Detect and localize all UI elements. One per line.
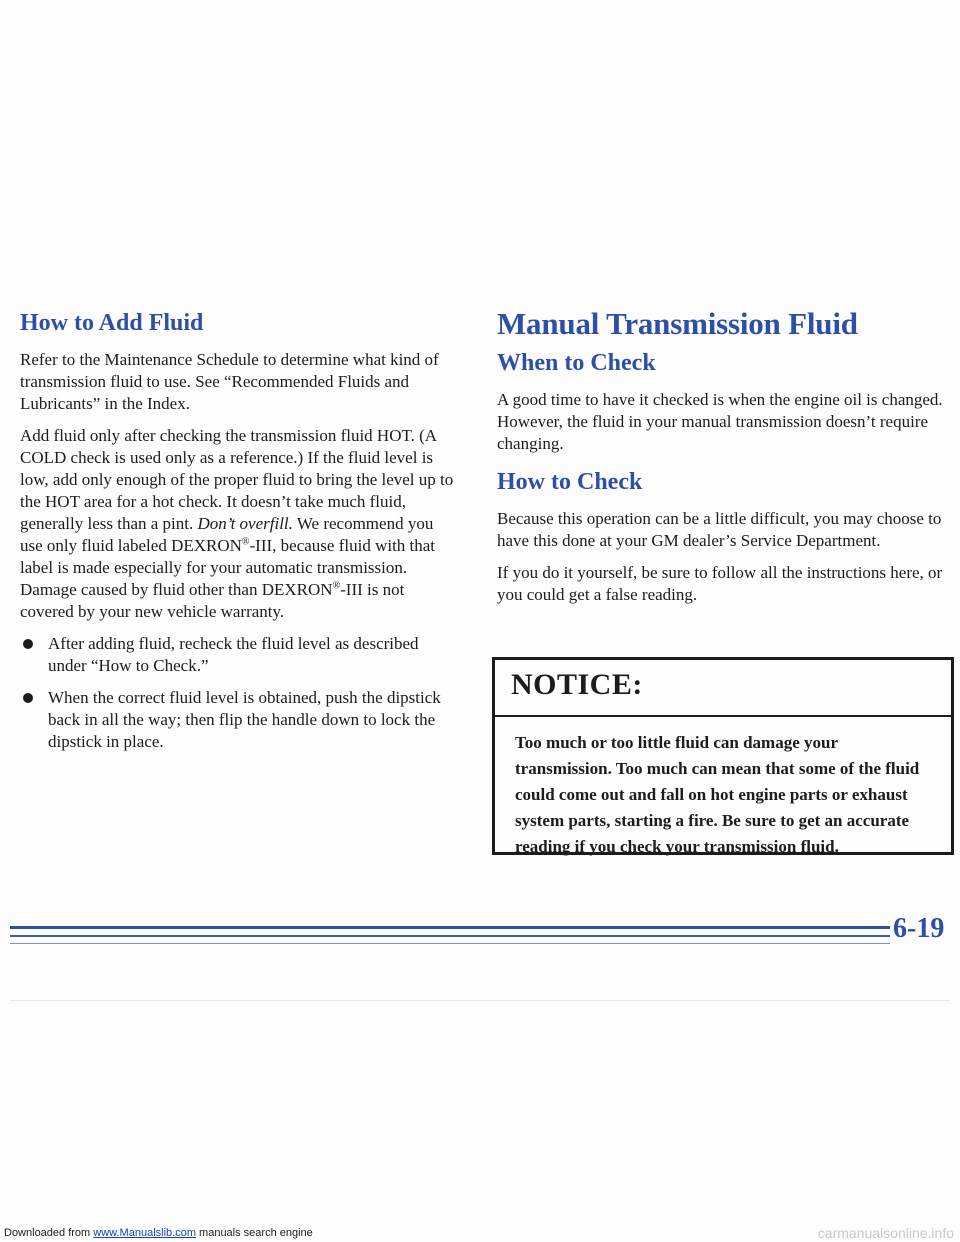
download-credit: Downloaded from www.Manualslib.com manuals search engine: [4, 1227, 313, 1239]
list-item: When the correct fluid level is obtained, push the dipstick back in all the way; then flip the handle down to lock the dipstick in place.: [20, 687, 460, 753]
how-to-add-fluid-heading: How to Add Fluid: [20, 310, 204, 336]
footer-rule: [10, 943, 890, 944]
paragraph-refer: Refer to the Maintenance Schedule to determine what kind of transmission fluid to use. See “Recommended Fluids and Lubricants” in the Index.: [20, 350, 439, 413]
paragraph-when: A good time to have it checked is when the engine oil is changed. However, the fluid in your manual transmission doesn’t require changing.: [497, 390, 943, 453]
paragraph-how-2: If you do it yourself, be sure to follow all the instructions here, or you could get a false reading.: [497, 563, 943, 604]
left-column: [20, 310, 460, 763]
watermark: carmanualsonline.info: [817, 1225, 954, 1241]
page-title: Manual Transmission Fluid: [497, 306, 858, 341]
bullet-icon: [23, 693, 33, 703]
bullet-list: [20, 633, 460, 753]
how-to-check-heading: How to Check: [497, 469, 643, 495]
footer-rule: [10, 926, 890, 929]
right-column: [497, 306, 947, 616]
notice-box: [492, 657, 954, 855]
when-to-check-heading: When to Check: [497, 350, 656, 376]
paragraph-add-fluid: Add fluid only after checking the transmission fluid HOT. (A COLD check is used only as a reference.) If the fluid level is low, add only enough of the proper fluid to bring the level up to the HOT area for a hot check. It doesn’t take much fluid, generally less than a pint. Don’t overfill. We recommend you use only fluid labeled DEXRON®-III, because fluid with that label is made especially for your automatic transmission. Damage caused by fluid other than DEXRON®-III is not covered by your new vehicle warranty.: [20, 426, 454, 621]
notice-heading: NOTICE:: [495, 660, 951, 717]
divider: [10, 1000, 950, 1001]
page-number: 6-19: [893, 913, 945, 944]
manualslib-link[interactable]: www.Manualslib.com: [93, 1227, 196, 1239]
notice-body: Too much or too little fluid can damage your transmission. Too much can mean that some of the fluid could come out and fall on hot engine parts or exhaust system parts, starting a fire. Be sure to get an accurate reading if you check your transmission fluid.: [515, 733, 920, 856]
paragraph-how-1: Because this operation can be a little difficult, you may choose to have this done at your GM dealer’s Service Department.: [497, 509, 942, 550]
list-item: After adding fluid, recheck the fluid level as described under “How to Check.”: [20, 633, 460, 677]
footer-rule: [10, 935, 890, 937]
bullet-icon: [23, 639, 33, 649]
